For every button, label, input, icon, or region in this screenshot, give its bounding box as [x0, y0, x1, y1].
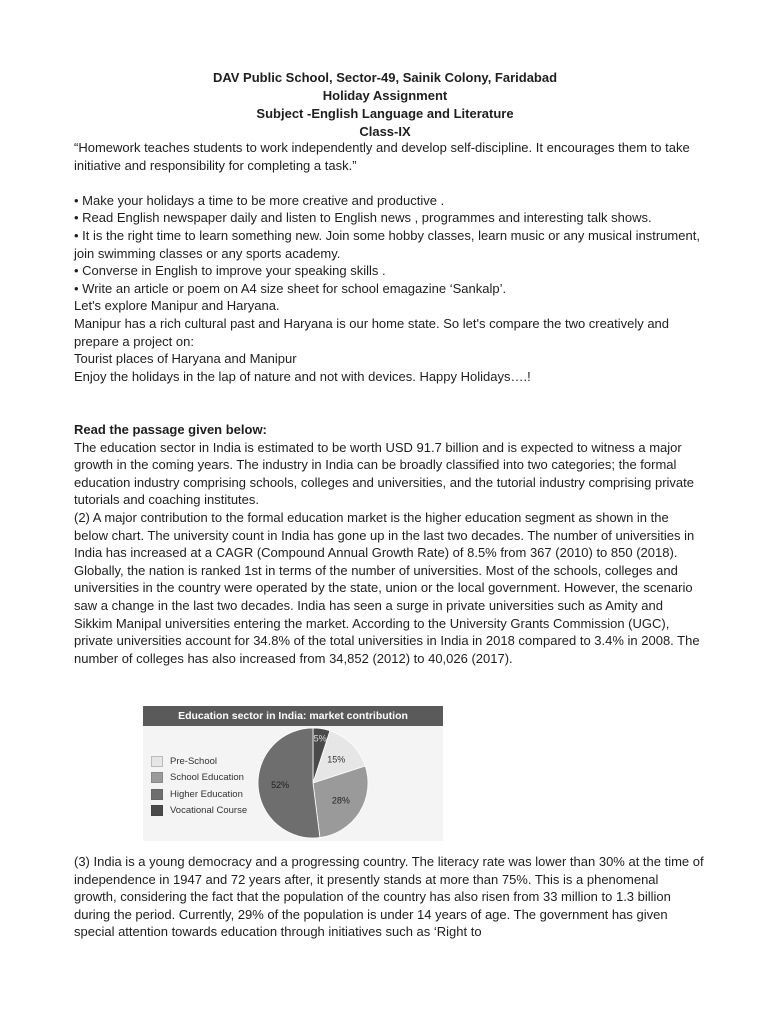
legend-swatch: [151, 789, 163, 800]
legend-item-school-education: [151, 770, 247, 787]
class-title: Class-IX: [359, 124, 411, 139]
legend-swatch: [151, 756, 163, 767]
chart-title: Education sector in India: market contribution: [143, 706, 443, 726]
legend-item-higher-education: [151, 786, 247, 803]
explore-line: Let's explore Manipur and Haryana.: [74, 298, 280, 314]
legend-item-vocational-course: [151, 803, 247, 820]
project-line: Tourist places of Haryana and Manipur: [74, 351, 297, 367]
blank-line: [74, 174, 704, 192]
bullet-item: • Read English newspaper daily and listen to English news , programmes and interesting talk shows.: [74, 210, 652, 226]
legend-swatch: [151, 805, 163, 816]
bullet-item: • Converse in English to improve your speaking skills .: [74, 263, 386, 279]
compare-line: Manipur has a rich cultural past and Haryana is our home state. So let's compare the two creatively and prepare a project on:: [74, 315, 670, 349]
market-contribution-chart: [143, 706, 443, 841]
enjoy-line: Enjoy the holidays in the lap of nature and not with devices. Happy Holidays….!: [74, 368, 531, 384]
passage-heading: Read the passage given below:: [74, 422, 267, 437]
legend-item-pre-school: [151, 753, 247, 770]
passage-section-3: [74, 853, 704, 941]
legend-label: Vocational Course: [170, 805, 248, 817]
legend-label: Higher Education: [170, 788, 243, 800]
pie-chart: [253, 726, 403, 841]
pie-label-higher-education: 52%: [271, 780, 290, 791]
assignment-title: Holiday Assignment: [322, 88, 448, 103]
legend-label: Pre-School: [170, 755, 217, 767]
pie-label-vocational-course: 5%: [313, 733, 327, 744]
intro-quote: “Homework teaches students to work independently and develop self-discipline. It encourages them to take initiative and responsibility for completing a task.”: [74, 140, 690, 173]
chart-legend: [151, 753, 247, 819]
document-header: [0, 69, 770, 141]
pie-label-school-education: 28%: [331, 795, 350, 806]
passage-paragraph-1: The education sector in India is estimated to be worth USD 91.7 billion and is expected to witness a major growth in the coming years. The industry in India can be broadly classified into two categories; the formal education industry comprising schools, colleges and universities, and the tutorial industry comprising private tutorials and coaching institutes.: [74, 439, 694, 508]
pie-label-pre-school: 15%: [327, 754, 346, 765]
bullet-item: • Make your holidays a time to be more creative and productive .: [74, 192, 445, 208]
passage-section: [74, 421, 704, 667]
passage-paragraph-2: (2) A major contribution to the formal education market is the higher education segment as shown in the below chart. The university count in India has gone up in the last two decades. The number of universities in India has increased at a CAGR (Compound Annual Growth Rate) of 8.5% from 367 (2010) to 850 (2018). Globally, the nation is ranked 1st in terms of the number of universities. Most of the schools, colleges and universities in the country were operated by the state, union or the local government. However, the scenario saw a change in the last two decades. India has seen a surge in private universities such as Amity and Sikkim Manipal universities entering the market. According to the University Grants Commission (UGC), private universities account for 34.8% of the total universities in India in 2018 compared to 3.4% in 2008. The number of colleges has also increased from 34,852 (2012) to 40,026 (2017).: [74, 509, 700, 666]
passage-paragraph-3: (3) India is a young democracy and a progressing country. The literacy rate was lower than 30% at the time of independence in 1947 and 72 years after, it presently stands at more than 75%. This is a phenomenal growth, considering the fact that the population of the country has also risen from 33 million to 1.3 billion during the period. Currently, 29% of the population is under 14 years of age. The government has given special attention towards education through initiatives such as ‘Right to: [74, 854, 704, 940]
subject-title: Subject -English Language and Literature: [256, 106, 514, 121]
legend-swatch: [151, 772, 163, 783]
school-name: DAV Public School, Sector-49, Sainik Colony, Faridabad: [212, 70, 558, 85]
intro-section: [74, 139, 704, 385]
bullet-item: • Write an article or poem on A4 size sheet for school emagazine ‘Sankalp’.: [74, 280, 507, 296]
legend-label: School Education: [170, 772, 244, 784]
bullet-item: • It is the right time to learn something new. Join some hobby classes, learn music or any musical instrument, join swimming classes or any sports academy.: [74, 227, 700, 261]
